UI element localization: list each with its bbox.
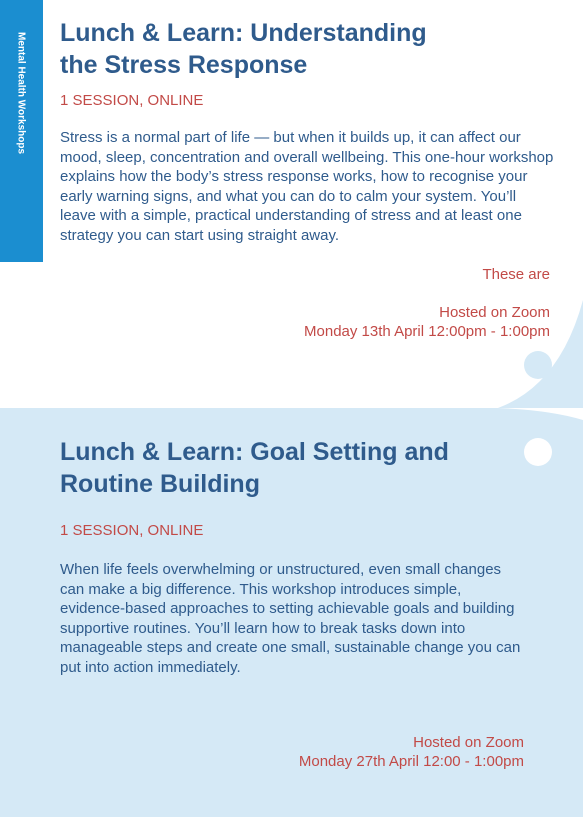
bubble-bottom-icon [524, 438, 552, 466]
workshop-2-title: Lunch & Learn: Goal Setting and Routine Building [60, 438, 449, 498]
workshop-2-datetime: Monday 27th April 12:00 - 1:00pm [298, 753, 524, 770]
workshop-1-title: Lunch & Learn: Understanding the Stress Response [60, 19, 427, 79]
workshop-1-hosted: Hosted on Zoom [439, 304, 550, 321]
workshop-1-datetime: Monday 13th April 12:00pm - 1:00pm [304, 323, 550, 340]
workshop-1-extra: These are [482, 266, 550, 283]
workshop-1-description: Stress is a normal part of life — but when it builds up, it can affect our mood, sleep, concentration and overall wellbeing. This one-hour workshop explains how the body’s stress response works, how to recognise your early warning signs, and what you can do to calm your system. You’ll leave with a simple, practical understanding of stress and at least one strategy you can start using straight away. [60, 129, 554, 244]
white-wave-shape [498, 408, 583, 420]
bubble-top-icon [524, 351, 552, 379]
workshop-1-tag: 1 SESSION, ONLINE [60, 92, 204, 109]
workshop-2-description: When life feels overwhelming or unstructured, even small changes can make a big difference. This workshop introduces simple, evidence-based approaches to setting achievable goals and building supportive routines. You’ll learn how to break tasks down into manageable steps and create one small, sustainable change you can put into action immediately. [60, 561, 521, 676]
workshop-2-tag: 1 SESSION, ONLINE [60, 522, 204, 539]
workshop-2-hosted: Hosted on Zoom [413, 734, 524, 751]
side-tab [0, 0, 43, 262]
side-tab-label: Mental Health Workshops [15, 32, 27, 155]
